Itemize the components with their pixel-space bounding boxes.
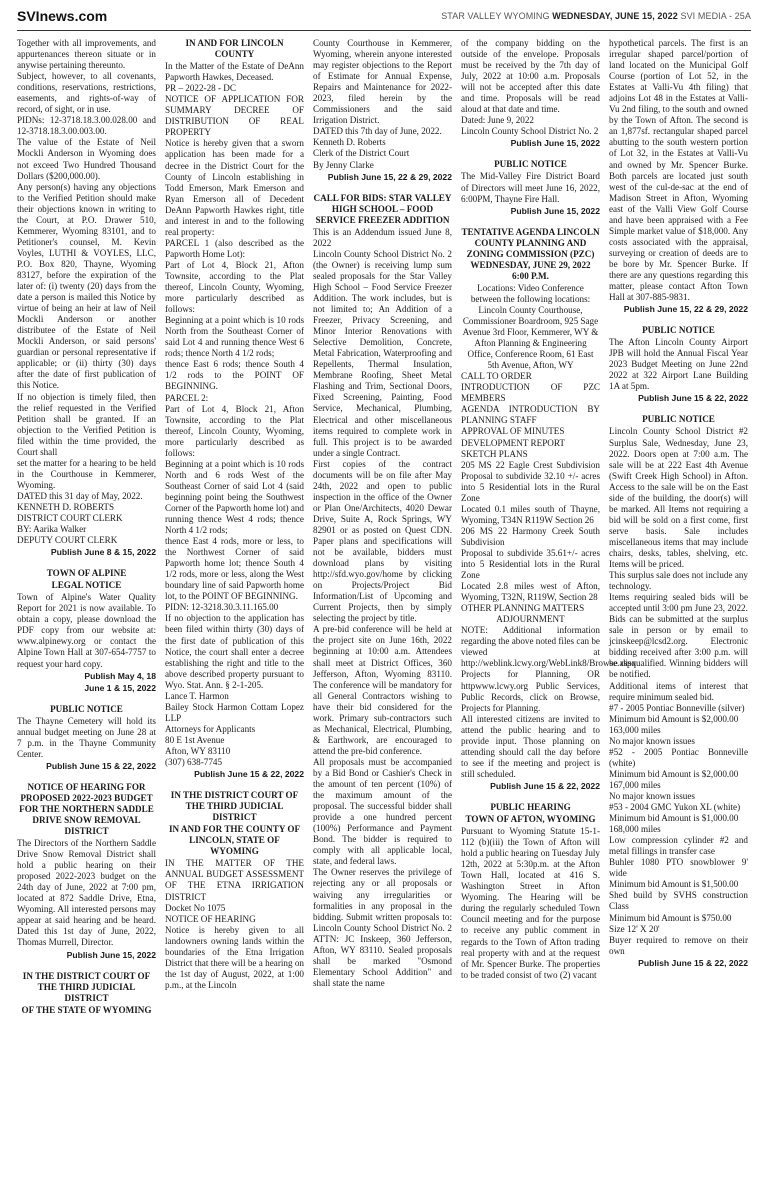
notice-text: By Jenny Clarke [313, 159, 374, 170]
page-header [17, 6, 751, 31]
notice-text: NOTICE OF HEARING [165, 913, 256, 924]
notice-heading: PUBLIC NOTICE [50, 703, 123, 714]
notice-text: Lance T. Harmon [165, 690, 229, 701]
notice-text: thence East 6 rods; thence South 4 1/2 rods to the POINT OF BEGINNING. [165, 359, 304, 392]
notice-text: Minimum bid Amount is $750.00 [609, 912, 732, 923]
section-page: SVI MEDIA - 25A [680, 11, 751, 21]
notice-text: NOTE: Additional information regarding the above noted files can be viewed at http://weblink.lcwy.org/WebLink8/Browse.aspx Projects for Planning, OR httpwww.lcwy.org Public Services, Public Records, click on Browse, Projects for Planning. [461, 625, 637, 713]
notice-text: DISTRICT COURT CLERK [17, 513, 123, 524]
notice-text: CALL TO ORDER [461, 371, 532, 382]
notice-text: Lincoln County School District #2 Surplus Sale, Wednesday, June 23, 2022. Doors open at 7:00 a.m. The sale will be at 222 East 4th Avenue (Swift Creek High School) in Afton. Access to the sale will be on the East side of the building, the door(s) will be marked. All Items not requiring a bid will be sold on a first come, first serve basis. Sale includes miscellaneous items that may include chairs, desks, tables, shelving, etc. Items will be priced. [609, 426, 748, 570]
notice-text: 168,000 miles [609, 824, 661, 835]
notice-text: Minimum bid Amount is $1,500.00 [609, 879, 739, 890]
notice-heading: PUBLIC NOTICE [642, 414, 715, 425]
notice-text: Located 2.8 miles west of Afton, Wyoming, T32N, R119W, Section 28 [461, 581, 600, 603]
folio-line [441, 11, 751, 21]
notice-text: Together with all improvements, and appurtenances thereon situate or in anywise pertaining thereunto. [17, 38, 156, 71]
publish-dates: Publish June 15 & 22, 2022 [46, 760, 156, 771]
notice-heading: TENTATIVE AGENDA LINCOLN COUNTY PLANNING AND ZONING COMMISSION (PZC) WEDNESDAY, JUNE 29, 2022 6:00 P.M. [461, 226, 600, 281]
notice-text: INTRODUCTION OF PZC MEMBERS [461, 382, 600, 404]
notice-text: Lincoln County School District No. 2 (the Owner) is receiving lump sum sealed proposals for the Star Valley High School – Food Service Freezer Addition. The work includes, but is not limited to; An Addition of a Freezer, Privacy Screening, and Minor Interior Renovations with Selective Demolition, Concrete, Metal Fabrication, Waterproofing and Repellents, Thermal Insulation, Membrane Roofing, Sheet Metal Flashing and Trim, Sectional Doors, Fixed Screening, Painting, Food Service, Mechanical, Plumbing, Electrical and other miscellaneous items required to complete work in full. This project is to be awarded under a single Contract. [313, 248, 452, 458]
notice-text: IN THE MATTER OF THE ANNUAL BUDGET ASSESSMENT OF THE ETNA IRRIGATION DISTRICT [165, 858, 304, 902]
notice-text: The Thayne Cemetery will hold its annual budget meeting on June 28 at 7 p.m. in the Thayne Community Center. [17, 715, 156, 759]
notice-text: Shed build by SVHS construction Class [609, 890, 748, 912]
legal-notices-columns [17, 38, 751, 1180]
notice-text: County Courthouse in Kemmerer, Wyoming, wherein anyone interested may register objections to the Report of Estimate for Annual Expense, Repairs and Maintenance for 2022-2023, filed herein by the Commissioners and the said Irrigation District. [313, 38, 452, 126]
notice-text: Buyer required to remove on their own [609, 934, 748, 956]
publish-dates: Publish June 15 & 22, 2022 [638, 393, 748, 404]
publish-dates: Publish June 15, 2022 [66, 949, 156, 960]
notice-text: Pursuant to Wyoming Statute 15-1-112 (b)(iii) the Town of Afton will hold a public hearing on Tuesday July 12th, 2022 at 5:30p.m. at the Afton Town Hall, located at 416 S. Washington Street in Afton Wyoming. The Hearing will be during the regularly scheduled Town Council meeting and for the purpose to receive any public comment in regards to the Town of Afton trading real property with and at the request of Mr. Spencer Burke. The properties to be traded consist of two (2) vacant [461, 826, 600, 980]
notice-text: Minimum bid Amount is $2,000.00 [609, 713, 739, 724]
notice-text: 206 MS 22 Harmony Creek South Subdivision [461, 525, 600, 547]
notice-text: The value of the Estate of Neil Mockli Anderson in Wyoming does not exceed Two Hundred Thousand Dollars ($200,000.00). [17, 137, 156, 181]
notice-text: 163,000 miles [609, 724, 661, 735]
notice-text: This surplus sale does not include any technology. [609, 570, 748, 592]
notice-text: set the matter for a hearing to be held in the Courthouse in Kemmerer, Wyoming. [17, 457, 156, 490]
notice-text: Minimum bid Amount is $1,000.00 [609, 813, 739, 824]
notice-text: OTHER PLANNING MATTERS [461, 603, 585, 614]
notice-text: Beginning at a point which is 10 rods North and 6 rods West of the Southeast Corner of said Lot 4 (said beginning point being the Southwest Corner of the Papworth home lot) and running thence West 4 rods; thence North 4 1/2 rods; [165, 458, 304, 536]
notice-text: Bailey Stock Harmon Cottam Lopez LLP [165, 701, 304, 723]
notice-text: Additional items of interest that require minimum sealed bid. [609, 680, 748, 702]
notice-text: KENNETH D. ROBERTS [17, 501, 115, 512]
paper-name: STAR VALLEY WYOMING [441, 11, 550, 21]
notice-text: SKETCH PLANS [461, 448, 528, 459]
notice-text: #52 - 2005 Pontiac Bonneville (white) [609, 746, 748, 768]
notice-text: thence East 4 rods, more or less, to the Northwest Corner of said Papworth home lot; thence South 4 1/2 rods, more or less, along the West boundary line of said Papworth home lot, to the POINT OF BEGINNING. [165, 536, 304, 602]
notice-text: Town of Alpine's Water Quality Report for 2021 is now available. To obtain a copy, please download the PDF copy from our website at: www.alpinewy.org or contact the Alpine Town Hall at 307-654-7757 to request your hard copy. [17, 592, 156, 669]
notice-text: PIDNs: 12-3718.18.3.00.028.00 and 12-3718.18.3.00.003.00. [17, 115, 156, 137]
notice-text: Afton, WY 83110 [165, 746, 231, 756]
publish-dates: Publish June 15 & 22, 2022 [638, 957, 748, 968]
notice-text: Bids can be submitted at the surplus sale in person or by email to jcinskeep@lcsd2.org. Electronic bidding received after 3:00 p.m. will be disqualified. Winning bidders will be notified. [609, 614, 748, 680]
notice-text: Docket No 1075 [165, 902, 226, 913]
publish-dates: Publish June 15 & 22, 2022 [490, 780, 600, 791]
notice-text: PARCEL 1 (also described as the Papworth Home Lot): [165, 237, 304, 259]
publish-dates: Publish May 4, 18 [84, 670, 156, 681]
column-1 [17, 38, 156, 1180]
notice-text: No major known issues [609, 735, 695, 746]
notice-text: Kenneth D. Roberts [313, 137, 386, 148]
notice-heading: TOWN OF AFTON, WYOMING [465, 814, 596, 824]
publish-dates: Publish June 15, 2022 [510, 205, 600, 216]
notice-text: If no objection is timely filed, then the relief requested in the Verified Petition shall be granted. If an objection to the Verified Petition is filed within the time provided, the Court shall [17, 391, 156, 457]
notice-text: 205 MS 22 Eagle Crest Subdivision Proposal to subdivide 32.10 +/- acres into 5 Residential lots in the Rural Zone [461, 459, 600, 503]
notice-text: (307) 638-7745 [165, 757, 223, 768]
column-2 [165, 38, 304, 1180]
notice-text: Subject, however, to all covenants, conditions, reservations, restrictions, easements, and rights-of-way of record, of sight, or in use. [17, 71, 156, 115]
notice-heading: TOWN OF ALPINE [46, 568, 127, 579]
notice-text: Located 0.1 miles south of Thayne, Wyoming, T34N R119W Section 26 [461, 503, 600, 525]
notice-text: #53 - 2004 GMC Yukon XL (white) [609, 802, 741, 813]
publish-dates: Publish June 15, 2022 [510, 138, 600, 149]
notice-text: DATED this 31 day of May, 2022. [17, 490, 143, 501]
notice-text: of the company bidding on the outside of the envelope. Proposals must be received by the 7th day of July, 2022 at 10:00 a.m. Proposals will not be accepted after this date and time. Proposals will be read aloud at that date and time. [461, 38, 600, 115]
notice-text: Notice is hereby given to all landowners owning lands within the boundaries of the Etna Irrigation District that there will be a hearing on the 1st day of August, 2022, at 1:00 p.m., at the Lincoln [165, 924, 304, 990]
notice-text: Beginning at a point which is 10 rods North from the Southeast Corner of said Lot 4 and running thence West 6 rods; thence North 4 1/2 rods; [165, 315, 304, 359]
notice-text: AGENDA INTRODUCTION BY PLANNING STAFF [461, 404, 600, 426]
publish-dates: Publish June 8 & 15, 2022 [50, 547, 156, 558]
notice-text: PR – 2022-28 - DC [165, 83, 236, 94]
notice-heading: IN THE DISTRICT COURT OF THE THIRD JUDICIAL DISTRICT [22, 970, 151, 1003]
column-5 [609, 38, 748, 1180]
notice-heading: PUBLIC NOTICE [642, 325, 715, 336]
notice-text: DEPUTY COURT CLERK [17, 535, 118, 546]
notice-text: Any person(s) having any objections to the Verified Petition should make their objections known in writing to the Court, at P.O. Drawer 510, Kemmerer, Wyoming 83101, and to Petitioner's counsel, M. Kevin Voyles, LUTHI & VOYLES, LLC, P.O. Box 820, Thayne, Wyoming 83127, before the expiration of the later of: (i) twenty (20) days from the date a person is mailed this Notice by virtue of being an heir at law of Neil Mockli Anderson or another distributee of the Estate of Neil Mockli Anderson, or said persons' guardian or personal representative if applicable; or (ii) thirty (30) days after the date of first publication of this Notice. [17, 181, 156, 391]
notice-text: Part of Lot 4, Block 21, Afton Townsite, according to the Plat thereof, Lincoln County, Wyoming, more particularly described as follows: [165, 259, 304, 315]
notice-heading: NOTICE OF HEARING FOR PROPOSED 2022-2023 BUDGET FOR THE NORTHERN SADDLE DRIVE SNOW REMOVAL DISTRICT [19, 781, 154, 836]
notice-text: 80 E 1st Avenue [165, 734, 225, 745]
notice-text: Proposal to subdivide 35.61+/- acres into 5 Residential lots in the Rural Zone [461, 547, 600, 581]
notice-text: ADJOURNMENT [496, 614, 565, 625]
notice-text: Dated: June 9, 2022 [461, 115, 534, 126]
notice-text: Notice is hereby given that a sworn application has been made for a decree in the District Court for the County of Lincoln establishing in Todd Emerson, Mark Emerson and Ryan Emerson all of Decedent DeAnn Papworth Hawkes right, title and interest in and to the following real property: [165, 138, 304, 237]
notice-text: If no objection to the application has been filed within thirty (30) days of the first date of publication of this Notice, the court shall enter a decree establishing the right and title to the above described property pursuant to Wyo. Stat. Ann. § 2-1-205. [165, 613, 304, 690]
notice-text: Items requiring sealed bids will be accepted until 3:00 pm June 23, 2022. [609, 592, 748, 614]
notice-text: NOTICE OF APPLICATION FOR SUMMARY DECREE OF DISTRIBUTION OF REAL PROPERTY [165, 94, 304, 138]
site-name[interactable]: SVInews.com [17, 8, 108, 24]
column-3 [313, 38, 452, 1180]
notice-heading: OF THE STATE OF WYOMING [21, 1004, 152, 1015]
notice-text: PARCEL 2: [165, 392, 209, 403]
notice-text: DEVELOPMENT REPORT [461, 437, 565, 448]
publish-dates: Publish June 15 & 22, 2022 [194, 769, 304, 780]
notice-text: Attorneys for Applicants [165, 723, 256, 734]
notice-text: In the Matter of the Estate of DeAnn Papworth Hawkes, Deceased. [165, 61, 304, 83]
notice-text: APPROVAL OF MINUTES [461, 426, 565, 437]
notice-text: The Afton Lincoln County Airport JPB will hold the Annual Fiscal Year 2023 Budget Meeting on June 22nd 2022 at 322 Airport Lane Building 1A at 5pm. [609, 337, 748, 392]
notice-text: Buhler 1080 PTO snowblower 9' wide [609, 857, 748, 879]
notice-heading: PUBLIC NOTICE [494, 159, 567, 170]
notice-text: All proposals must be accompanied by a Bid Bond or Cashier's Check in the amount of ten percent (10%) of the maximum amount of the proposal. The successful bidder shall provide a one hundred percent (100%) Performance and Payment Bond. The bidder is required to comply with all applicable local, state, and federal laws. [313, 756, 452, 867]
publish-dates: Publish June 15, 22 & 29, 2022 [327, 171, 452, 182]
notice-text: The Directors of the Northern Saddle Drive Snow Removal District shall hold a public hearing on their proposed 2022-2023 budget on the 24th day of June, 2022 at 7:00 pm, located at 872 Saddle Drive, Etna, Wyoming. All interested persons may appear at said hearing and be heard. Dated this 1st day of June, 2022, Thomas Murrell, Director. [17, 838, 156, 948]
notice-text: First copies of the contract documents will be on file after May 24th, 2022 and open to public inspection in the office of the Owner or Plan One/Architects, 4020 Dewar Drive, Suite A, Rock Springs, WY 82901 or as posted on Quest CDN. Paper plans and specifications will not be available, bidders must download plans by visiting http://sfd.wyo.gov/home by clicking on Projects/Project Bid Information/List of Upcoming and Current Projects, then by simply selecting the project by title. [313, 458, 452, 624]
notice-text: Locations: Video Conference between the following locations: Lincoln County Courthouse, Commissioner Boardroom, 925 Sage Avenue 3rd Floor, Kemmerer, WY & Afton Planning & Engineering Office, Conference Room, 61 East 5th Avenue, Afton, WY [462, 282, 599, 371]
notice-text: Lincoln County School District No. 2 [461, 126, 599, 137]
notice-text: This is an Addendum issued June 8, 2022 [313, 226, 452, 248]
notice-heading: IN THE DISTRICT COURT OF THE THIRD JUDICIAL DISTRICT [170, 790, 299, 823]
notice-text: No major known issues [609, 791, 695, 801]
notice-heading: CALL FOR BIDS: STAR VALLEY HIGH SCHOOL – FOOD SERVICE FREEZER ADDITION [313, 192, 452, 225]
publish-dates: June 1 & 15, 2022 [84, 682, 156, 693]
notice-text: Minimum bid Amount is $2,000.00 [609, 768, 739, 779]
notice-text: PIDN: 12-3218.30.3.11.165.00 [165, 602, 279, 613]
notice-text: 167,000 miles [609, 779, 661, 790]
publish-dates: Publish June 15, 22 & 29, 2022 [623, 304, 748, 315]
notice-heading: PUBLIC HEARING [490, 801, 571, 812]
notice-heading: IN AND FOR LINCOLN COUNTY [185, 38, 284, 60]
notice-text: The Mid-Valley Fire District Board of Directors will meet June 16, 2022, 6:00PM, Thayne Fire Hall. [461, 171, 600, 204]
issue-date: WEDNESDAY, JUNE 15, 2022 [552, 11, 678, 21]
notice-text: #7 - 2005 Pontiac Bonneville (silver) [609, 702, 745, 713]
notice-heading: IN AND FOR THE COUNTY OF LINCOLN, STATE OF WYOMING [168, 824, 301, 857]
notice-text: Clerk of the District Court [313, 148, 410, 159]
notice-text: The Owner reserves the privilege of rejecting any or all proposals or waiving any irregularities or formalities in any proposal in the bidding. Submit written proposals to: Lincoln County School District No. 2 ATTN: JC Inskeep, 360 Jefferson, Afton, WY 83110. Sealed proposals shall be marked "Osmond Elementary School Addition" and shall state the name [313, 867, 452, 988]
notice-text: hypothetical parcels. The first is an irregular shaped parcel/portion of land located on the Municipal Golf Course (portion of Lot 52, in the Estates at Valli-Vu 4th filing) that adjoins Lot 48 in the Estates at Valli-Vu 2nd filing, to the south and owned by the Town of Afton. The second is an 1,877sf. rectangular shaped parcel abutting to the south western portion of Lot 32, in the Estates at Valli-Vu and owned by Mr. Spencer Burke. Both parcels are located just south west of the cul-de-sac at the end of Madison Street in Afton, Wyoming east of the Valli View Golf Course and have been appraised with a Fee Simple market value of $18,000. Any costs associated with the appraisal, surveying or creation of deeds are to be bore by Mr. Spencer Burke. If there are any questions regarding this matter, please contact Afton Town Hall at 307-885-9831. [609, 38, 748, 303]
notice-text: Part of Lot 4, Block 21, Afton Townsite, according to the Plat thereof, Lincoln County, Wyoming, more particularly described as follows: [165, 403, 304, 458]
notice-text: Low compression cylinder #2 and metal fillings in transfer case [609, 835, 748, 857]
notice-text: A pre-bid conference will be held at the project site on June 16th, 2022 beginning at 10:00 a.m. Attendees shall meet at District Offices, 360 Jefferson, Afton, Wyoming 83110. The conference will be mandatory for all General Contractors wishing to have their bid considered for the work. Primary sub-contractors such as Mechanical, Electrical, Plumbing, & Earthwork, are encouraged to attend the pre-bid conference. [313, 624, 452, 756]
notice-text: DATED this 7th day of June, 2022. [313, 126, 442, 137]
notice-text: BY: Aarika Walker [17, 524, 87, 535]
notice-heading: LEGAL NOTICE [51, 580, 122, 591]
notice-text: Size 12' X 20' [609, 923, 660, 934]
notice-text: All interested citizens are invited to attend the public hearing and to provide input. Those planning on attending should call the day before to see if the meeting and project is still scheduled. [461, 713, 600, 779]
